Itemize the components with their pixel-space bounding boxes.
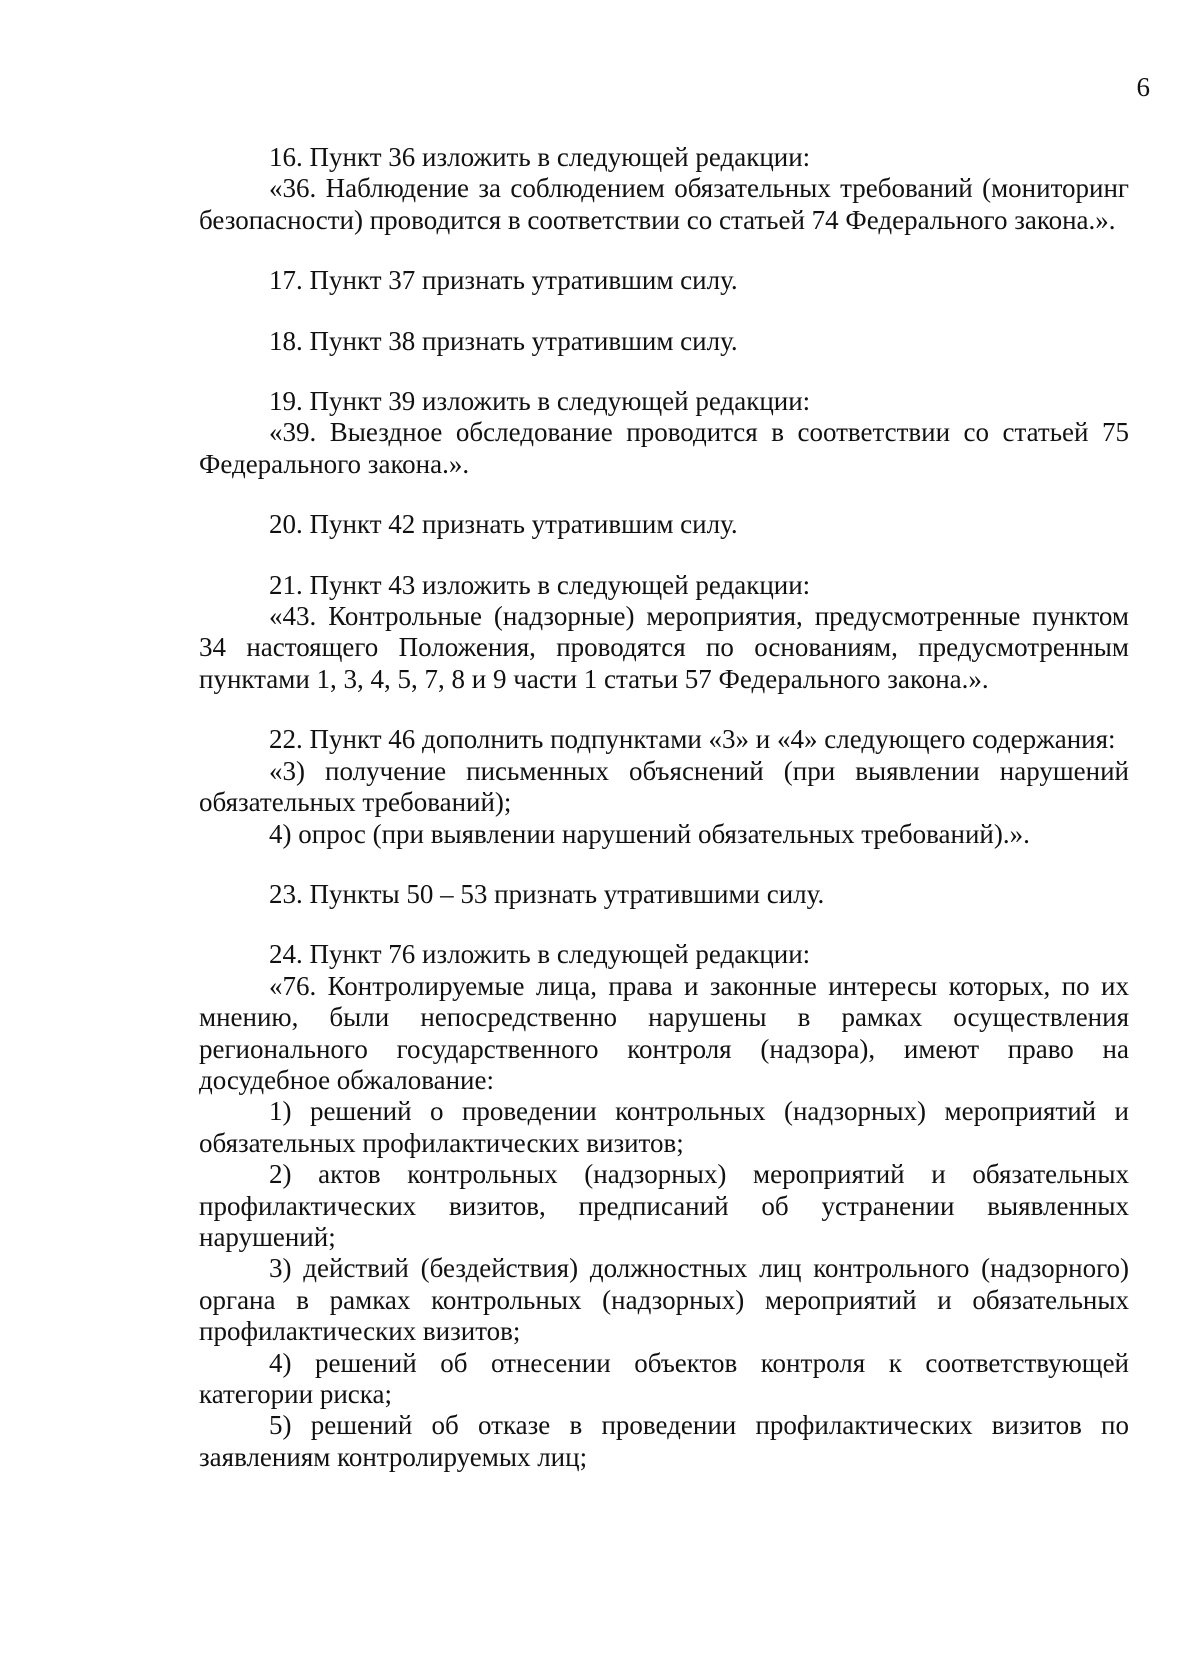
paragraph: 16. Пункт 36 изложить в следующей редакции: bbox=[269, 142, 811, 172]
paragraph: 1) решений о проведении контрольных (надзорных) мероприятий и обязательных профилактических визитов; bbox=[199, 1096, 1129, 1158]
paragraph: «76. Контролируемые лица, права и законные интересы которых, по их мнению, были непосредственно нарушены в рамках осуществления регионального государственного контроля (надзора), имеют право на досудебное обжалование: bbox=[199, 970, 1129, 1095]
amendment-item bbox=[199, 142, 1129, 236]
paragraph: «39. Выездное обследование проводится в соответствии со статьей 75 Федерального закона.». bbox=[199, 417, 1129, 479]
paragraph: 24. Пункт 76 изложить в следующей редакции: bbox=[269, 939, 811, 970]
amendment-item bbox=[199, 326, 1129, 357]
paragraph: 23. Пункты 50 – 53 признать утратившими силу. bbox=[269, 878, 825, 909]
paragraph: 22. Пункт 46 дополнить подпунктами «3» и «4» следующего содержания: bbox=[269, 724, 1116, 755]
paragraph: 2) актов контрольных (надзорных) мероприятий и обязательных профилактических визитов, предписаний об устранении выявленных нарушений; bbox=[199, 1159, 1129, 1252]
amendment-item bbox=[199, 509, 1129, 540]
paragraph: 21. Пункт 43 изложить в следующей редакции: bbox=[269, 569, 811, 600]
paragraph: 4) решений об отнесении объектов контроля к соответствующей категории риска; bbox=[199, 1347, 1129, 1409]
paragraph: «43. Контрольные (надзорные) мероприятия, предусмотренные пунктом 34 настоящего Положения, проводятся по основаниям, предусмотренным пунктами 1, 3, 4, 5, 7, 8 и 9 части 1 статьи 57 Федерального закона.». bbox=[199, 601, 1129, 694]
page-number: 6 bbox=[1136, 72, 1150, 102]
paragraph: 20. Пункт 42 признать утратившим силу. bbox=[269, 509, 738, 540]
amendment-item bbox=[199, 265, 1129, 296]
document-body bbox=[199, 142, 1129, 1473]
paragraph: «36. Наблюдение за соблюдением обязательных требований (мониторинг безопасности) проводится в соответствии со статьей 74 Федерального закона.». bbox=[199, 173, 1129, 235]
amendment-item bbox=[199, 570, 1129, 696]
paragraph: 19. Пункт 39 изложить в следующей редакции: bbox=[269, 386, 811, 417]
amendment-item bbox=[199, 386, 1129, 480]
amendment-item bbox=[199, 879, 1129, 910]
paragraph: 5) решений об отказе в проведении профилактических визитов по заявлениям контролируемых лиц; bbox=[199, 1410, 1129, 1472]
amendment-item bbox=[199, 724, 1129, 850]
paragraph: 18. Пункт 38 признать утратившим силу. bbox=[269, 325, 738, 356]
amendment-item bbox=[199, 939, 1129, 1473]
paragraph: 3) действий (бездействия) должностных лиц контрольного (надзорного) органа в рамках контрольных (надзорных) мероприятий и обязательных профилактических визитов; bbox=[199, 1253, 1129, 1347]
paragraph: 17. Пункт 37 признать утратившим силу. bbox=[269, 265, 738, 296]
paragraph: «3) получение письменных объяснений (при выявлении нарушений обязательных требований); bbox=[199, 755, 1129, 818]
paragraph: 4) опрос (при выявлении нарушений обязательных требований).». bbox=[269, 818, 1030, 849]
